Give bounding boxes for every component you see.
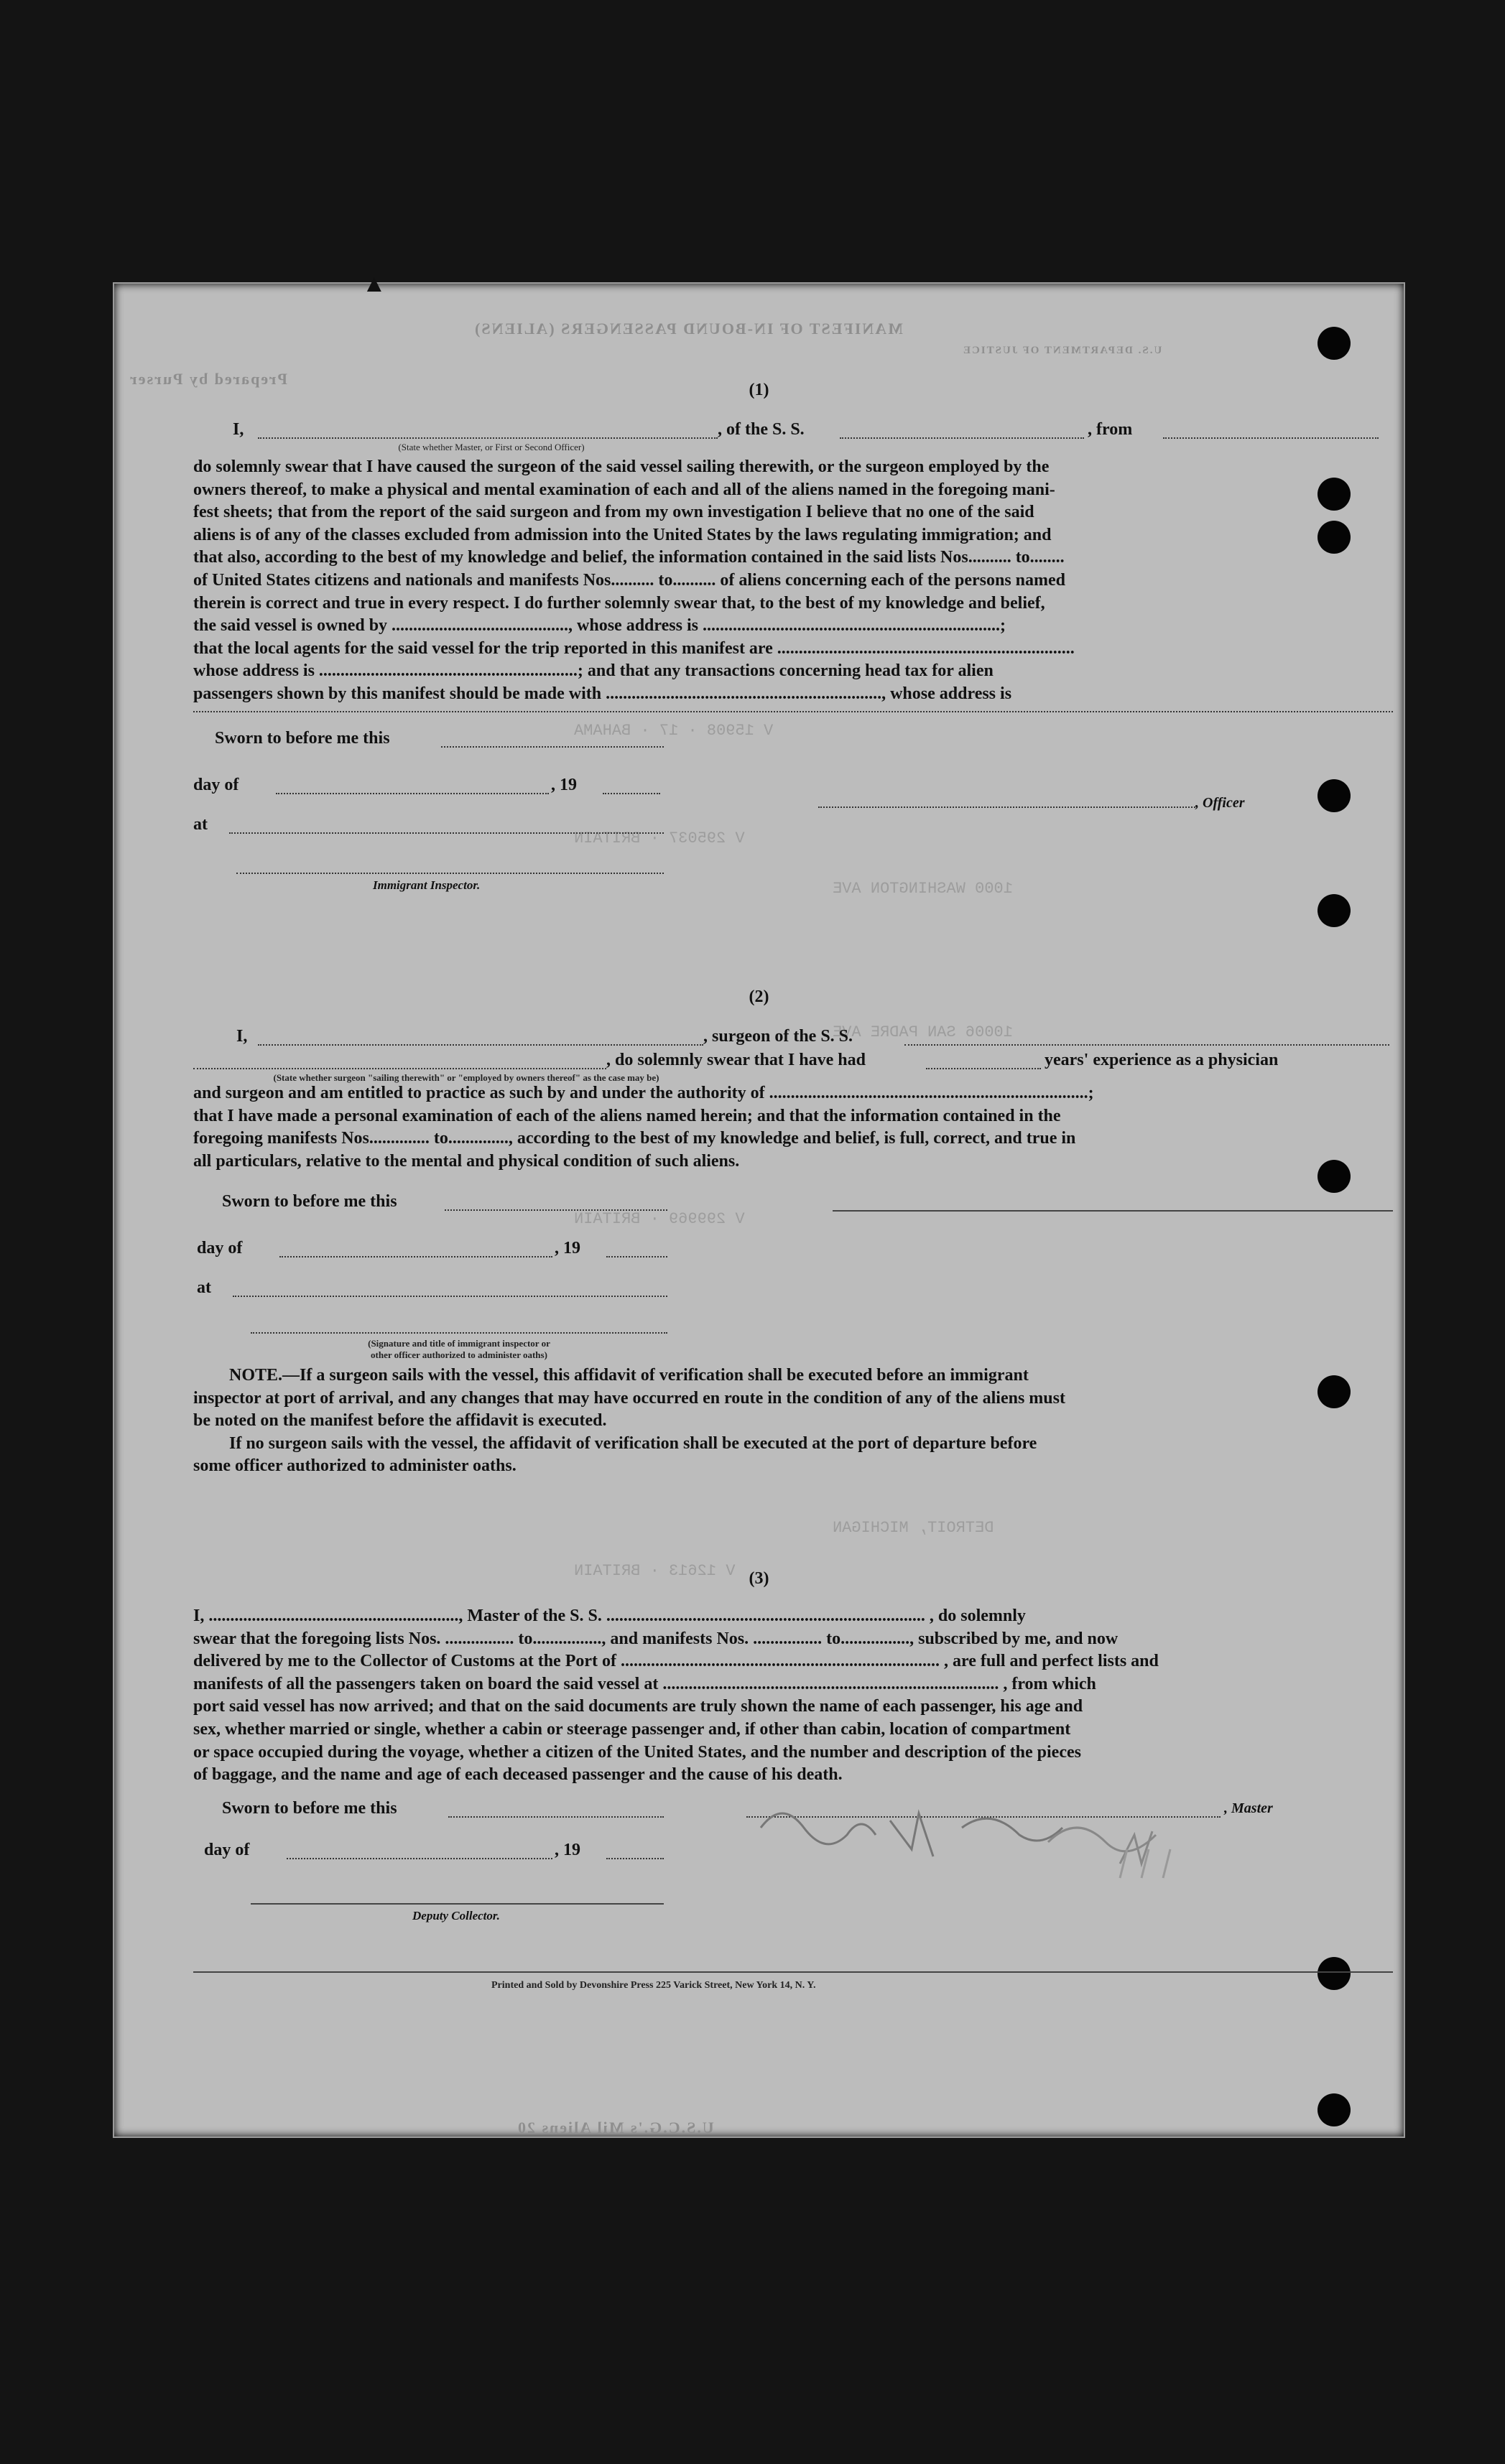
punch-hole — [1318, 2093, 1351, 2126]
note-line: some officer authorized to administer oaths. — [193, 1456, 517, 1476]
oath-line: sex, whether married or single, whether a cabin or steerage passenger and, if other than cabin, location of compartment — [193, 1719, 1071, 1739]
note-line: If no surgeon sails with the vessel, the affidavit of verification shall be executed at the port of departure before — [229, 1433, 1037, 1453]
s2-years-line — [926, 1068, 1041, 1069]
oath-line: that I have made a personal examination of each of the aliens named herein; and that the information contained in the — [193, 1106, 1061, 1125]
s1-officer-note: (State whether Master, or First or Second Officer) — [398, 442, 585, 452]
oath-line: that also, according to the best of my knowledge and belief, the information contained in the said lists Nos.......... to........ — [193, 548, 1065, 567]
s1-vessel-line — [840, 437, 1084, 439]
bleed-through-text: 1000 WASHINGTON AVE — [833, 880, 1013, 898]
oath-line: owners thereof, to make a physical and mental examination of each and all of the aliens named in the foregoing mani- — [193, 480, 1055, 499]
oath-line: port said vessel has now arrived; and that on the said documents are truly shown the name of each passenger, his age and — [193, 1697, 1083, 1716]
bleed-through-text: V 299969 · BRITAIN — [574, 1210, 745, 1228]
punch-hole — [1318, 327, 1351, 360]
section-2-number: (2) — [749, 987, 769, 1006]
oath-line: the said vessel is owned by ........................................., whose address is .....................................................................; — [193, 616, 1006, 636]
punch-hole — [1318, 1957, 1351, 1990]
s3-collector-line — [251, 1903, 664, 1905]
oath-line: passengers shown by this manifest should be made with ................................................................, whose address is — [193, 684, 1012, 703]
section-1-number: (1) — [749, 381, 769, 399]
s1-sworn: Sworn to before me this — [215, 729, 390, 748]
bleed-through-text: V 295037 · BRITAIN — [574, 829, 745, 847]
s2-sworn-line — [445, 1209, 667, 1211]
s1-officer-label: , Officer — [1195, 795, 1245, 811]
oath-line: or space occupied during the voyage, whether a citizen of the United States, and the number and description of the pieces — [193, 1742, 1081, 1762]
oath-line: whose address is ............................................................; and that any transactions concerning head tax for alien — [193, 661, 994, 681]
s2-note-paragraph — [193, 1365, 1393, 1478]
s1-i: I, — [233, 420, 244, 439]
corner-mark: ▲ — [362, 271, 386, 297]
s1-officer-sign-line — [818, 806, 1195, 808]
s2-at: at — [197, 1278, 211, 1297]
s3-day-of: day of — [204, 1841, 250, 1859]
s1-year: , 19 — [551, 776, 577, 794]
s2-at-line — [233, 1296, 667, 1297]
note-line: NOTE.—If a surgeon sails with the vessel, this affidavit of verification shall be executed before an immigrant — [229, 1366, 1029, 1385]
s2-sign-line — [833, 1210, 1393, 1212]
oath-line: all particulars, relative to the mental and physical condition of such aliens. — [193, 1151, 740, 1171]
s1-inspector-label: Immigrant Inspector. — [373, 878, 481, 892]
oath-line: of baggage, and the name and age of each deceased passenger and the cause of his death. — [193, 1765, 843, 1785]
s2-capacity-note: (State whether surgeon "sailing therewith" or "employed by owners thereof" as the case may be) — [273, 1072, 659, 1083]
section-3-number: (3) — [749, 1569, 769, 1588]
bleed-through-text: DETROIT, MICHIGAN — [833, 1519, 994, 1537]
bleed-through-text: V 15908 · 17 · BAHAMA — [574, 722, 774, 740]
s2-sworn: Sworn to before me this — [222, 1192, 397, 1211]
s3-sworn-line — [448, 1816, 664, 1818]
s2-sig-note-1: (Signature and title of immigrant inspector or — [368, 1338, 550, 1349]
s1-whose-address-line — [193, 711, 1393, 712]
oath-line: therein is correct and true in every respect. I do further solemnly swear that, to the best of my knowledge and belief, — [193, 593, 1045, 613]
s1-year-line — [603, 793, 660, 794]
oath-line: of United States citizens and nationals and manifests Nos.......... to.......... of aliens concerning each of the persons named — [193, 570, 1066, 590]
oath-line: and surgeon and am entitled to practice as such by and under the authority of ..........................................................................; — [193, 1084, 1094, 1102]
s3-oath-paragraph — [193, 1605, 1393, 1787]
s3-day-line — [287, 1858, 552, 1859]
mirrored-title: MANIFEST OF IN-BOUND PASSENGERS (ALIENS) — [473, 320, 903, 338]
mirrored-footer: U.S.C.G.'s Mil Aliens 20 — [517, 2119, 714, 2137]
mirrored-subtitle: Prepared by Purser — [129, 370, 287, 388]
s2-swear: , do solemnly swear that I have had — [606, 1051, 866, 1069]
oath-line: that the local agents for the said vessel for the trip reported in this manifest are ..................................................................... — [193, 638, 1075, 658]
note-line: be noted on the manifest before the affidavit is executed. — [193, 1411, 607, 1431]
s1-officer-line — [258, 437, 718, 439]
oath-line: manifests of all the passengers taken on board the said vessel at .............................................................................. , from which — [193, 1674, 1096, 1693]
s1-oath-paragraph — [193, 456, 1393, 706]
master-signature — [746, 1777, 1249, 1892]
bleed-through-text: V 12613 · BRITAIN — [574, 1562, 736, 1580]
s3-year-line — [606, 1858, 664, 1859]
s3-year: , 19 — [555, 1841, 580, 1859]
s2-sig-note-2: other officer authorized to administer oaths) — [371, 1349, 547, 1360]
s2-inspector-line — [251, 1332, 667, 1334]
s2-day-of: day of — [197, 1239, 243, 1257]
s3-collector-label: Deputy Collector. — [412, 1909, 500, 1923]
s1-day-line — [276, 793, 549, 794]
s2-vessel-line — [904, 1044, 1389, 1046]
s2-day-line — [279, 1256, 552, 1257]
s1-of-ss: , of the S. S. — [718, 420, 805, 439]
oath-line: do solemnly swear that I have caused the surgeon of the said vessel sailing therewith, or the surgeon employed by the — [193, 457, 1050, 476]
s3-master-label: , Master — [1224, 1800, 1273, 1816]
s1-at-line — [229, 832, 664, 834]
printer-imprint: Printed and Sold by Devonshire Press 225 Varick Street, New York 14, N. Y. — [491, 1980, 816, 1991]
oath-line: foregoing manifests Nos.............. to.............., according to the best of my knowledge and belief, is full, correct, and true in — [193, 1129, 1076, 1148]
s2-years-exp: years' experience as a physician — [1045, 1051, 1279, 1069]
mirrored-dept: U.S. DEPARTMENT OF JUSTICE — [962, 345, 1162, 356]
s2-oath-paragraph — [193, 1082, 1393, 1173]
oath-line: aliens is of any of the classes excluded from admission into the United States by the laws regulating immigration; and — [193, 525, 1052, 544]
s3-sworn: Sworn to before me this — [222, 1799, 397, 1818]
oath-line: delivered by me to the Collector of Customs at the Port of .......................................................................... , are full and perfect lists and — [193, 1652, 1159, 1671]
footer-rule — [193, 1971, 1393, 1973]
s2-capacity-line — [193, 1068, 606, 1069]
s1-from-line — [1163, 437, 1379, 439]
manifest-page — [113, 271, 1405, 2138]
s1-day-of: day of — [193, 776, 239, 794]
oath-line: fest sheets; that from the report of the said surgeon and from my own investigation I believe that no one of the said — [193, 503, 1034, 522]
s2-i: I, — [236, 1027, 248, 1046]
oath-line: swear that the foregoing lists Nos. ................ to................, and manifests Nos. ................ to................, subscribed by me, and now — [193, 1629, 1119, 1648]
note-line: inspector at port of arrival, and any changes that may have occurred en route in the condition of any of the aliens must — [193, 1388, 1065, 1408]
s2-surgeon-name-line — [258, 1044, 703, 1046]
s1-from: , from — [1088, 420, 1133, 439]
punch-hole — [1318, 894, 1351, 927]
s2-surgeon-of: , surgeon of the S. S. — [703, 1027, 853, 1046]
bleed-through-text: 10006 SAN PADRE AVE — [833, 1023, 1013, 1041]
punch-hole — [1318, 779, 1351, 812]
s1-inspector-line — [236, 873, 664, 874]
s1-sworn-line — [441, 746, 664, 748]
s1-at: at — [193, 815, 208, 834]
s2-year-line — [606, 1256, 667, 1257]
oath-line: I, .........................................................., Master of the S. S. .......................................................................... , do solemnly — [193, 1607, 1026, 1625]
s2-year: , 19 — [555, 1239, 580, 1257]
